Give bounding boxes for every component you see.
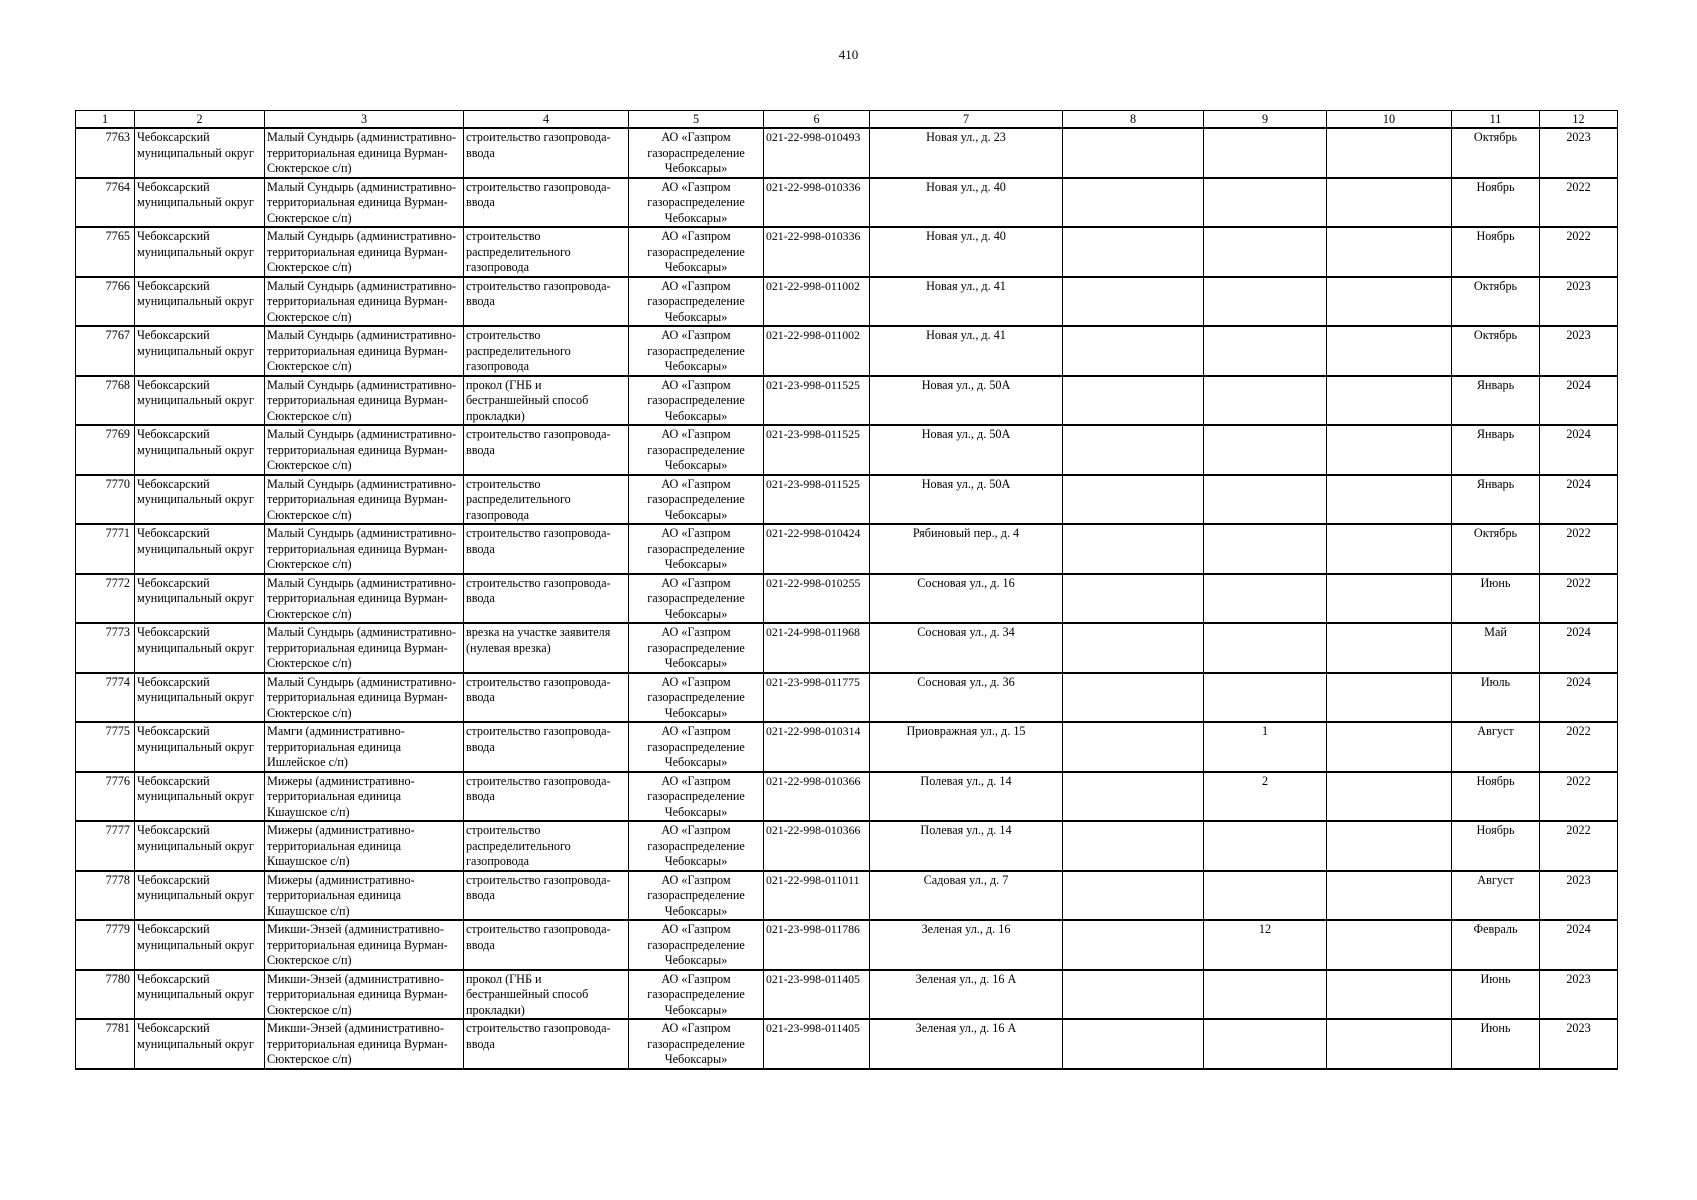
column-9-cell — [1204, 871, 1327, 921]
application-code-cell: 021-23-998-011405 — [764, 970, 870, 1020]
table-row — [76, 821, 1618, 871]
column-9-cell — [1204, 524, 1327, 574]
row-number-cell: 7763 — [76, 128, 135, 178]
column-9-cell — [1204, 623, 1327, 673]
year-cell: 2023 — [1540, 277, 1618, 327]
year-cell: 2024 — [1540, 475, 1618, 525]
row-number-cell: 7769 — [76, 425, 135, 475]
table-row — [76, 970, 1618, 1020]
row-number-cell: 7766 — [76, 277, 135, 327]
application-code-cell: 021-23-998-011775 — [764, 673, 870, 723]
column-header: 7 — [870, 111, 1063, 129]
column-9-cell — [1204, 425, 1327, 475]
column-10-cell — [1327, 623, 1452, 673]
application-code-cell: 021-23-998-011525 — [764, 425, 870, 475]
year-cell: 2024 — [1540, 376, 1618, 426]
column-8-cell — [1063, 623, 1204, 673]
column-header: 10 — [1327, 111, 1452, 129]
table-row — [76, 524, 1618, 574]
table-row — [76, 277, 1618, 327]
column-10-cell — [1327, 673, 1452, 723]
row-number-cell: 7777 — [76, 821, 135, 871]
table-row — [76, 128, 1618, 178]
month-cell: Ноябрь — [1452, 227, 1540, 277]
year-cell: 2024 — [1540, 673, 1618, 723]
district-cell: Чебоксарский муниципальный округ — [135, 227, 265, 277]
settlement-cell: Малый Сундырь (административно-территориальная единица Вурман-Сюктерское с/п) — [265, 326, 464, 376]
application-code-cell: 021-22-998-010424 — [764, 524, 870, 574]
work-type-cell: строительство газопровода-ввода — [464, 178, 629, 228]
work-type-cell: строительство распределительного газопровода — [464, 326, 629, 376]
organization-cell: АО «Газпром газораспределение Чебоксары» — [629, 970, 764, 1020]
month-cell: Июль — [1452, 673, 1540, 723]
work-type-cell: строительство газопровода-ввода — [464, 673, 629, 723]
column-9-cell — [1204, 376, 1327, 426]
address-cell: Полевая ул., д. 14 — [870, 772, 1063, 822]
settlement-cell: Малый Сундырь (административно-территориальная единица Вурман-Сюктерское с/п) — [265, 524, 464, 574]
table-row — [76, 376, 1618, 426]
row-number-cell: 7778 — [76, 871, 135, 921]
column-10-cell — [1327, 376, 1452, 426]
year-cell: 2022 — [1540, 227, 1618, 277]
month-cell: Август — [1452, 722, 1540, 772]
work-type-cell: строительство распределительного газопровода — [464, 227, 629, 277]
year-cell: 2022 — [1540, 524, 1618, 574]
settlement-cell: Микши-Энзей (административно-территориальная единица Вурман-Сюктерское с/п) — [265, 1019, 464, 1069]
table-row — [76, 425, 1618, 475]
organization-cell: АО «Газпром газораспределение Чебоксары» — [629, 920, 764, 970]
column-10-cell — [1327, 871, 1452, 921]
organization-cell: АО «Газпром газораспределение Чебоксары» — [629, 574, 764, 624]
column-10-cell — [1327, 326, 1452, 376]
column-header: 3 — [265, 111, 464, 129]
district-cell: Чебоксарский муниципальный округ — [135, 722, 265, 772]
work-type-cell: строительство газопровода-ввода — [464, 425, 629, 475]
row-number-cell: 7781 — [76, 1019, 135, 1069]
row-number-cell: 7771 — [76, 524, 135, 574]
district-cell: Чебоксарский муниципальный округ — [135, 524, 265, 574]
settlement-cell: Малый Сундырь (административно-территориальная единица Вурман-Сюктерское с/п) — [265, 673, 464, 723]
district-cell: Чебоксарский муниципальный округ — [135, 623, 265, 673]
column-8-cell — [1063, 920, 1204, 970]
month-cell: Октябрь — [1452, 524, 1540, 574]
settlement-cell: Мижеры (административно-территориальная единица Кшаушское с/п) — [265, 772, 464, 822]
application-code-cell: 021-22-998-010255 — [764, 574, 870, 624]
column-8-cell — [1063, 128, 1204, 178]
application-code-cell: 021-22-998-010336 — [764, 227, 870, 277]
month-cell: Январь — [1452, 425, 1540, 475]
address-cell: Садовая ул., д. 7 — [870, 871, 1063, 921]
settlement-cell: Малый Сундырь (административно-территориальная единица Вурман-Сюктерское с/п) — [265, 128, 464, 178]
column-9-cell — [1204, 227, 1327, 277]
district-cell: Чебоксарский муниципальный округ — [135, 128, 265, 178]
settlement-cell: Мамги (административно-территориальная единица Ишлейское с/п) — [265, 722, 464, 772]
column-9-cell — [1204, 178, 1327, 228]
column-header: 6 — [764, 111, 870, 129]
row-number-cell: 7780 — [76, 970, 135, 1020]
settlement-cell: Малый Сундырь (административно-территориальная единица Вурман-Сюктерское с/п) — [265, 425, 464, 475]
table-row — [76, 178, 1618, 228]
year-cell: 2023 — [1540, 970, 1618, 1020]
column-10-cell — [1327, 722, 1452, 772]
organization-cell: АО «Газпром газораспределение Чебоксары» — [629, 178, 764, 228]
row-number-cell: 7765 — [76, 227, 135, 277]
column-10-cell — [1327, 1019, 1452, 1069]
application-code-cell: 021-22-998-011002 — [764, 277, 870, 327]
column-9-cell: 12 — [1204, 920, 1327, 970]
application-code-cell: 021-22-998-010336 — [764, 178, 870, 228]
column-10-cell — [1327, 970, 1452, 1020]
row-number-cell: 7774 — [76, 673, 135, 723]
application-code-cell: 021-23-998-011525 — [764, 475, 870, 525]
year-cell: 2022 — [1540, 178, 1618, 228]
settlement-cell: Малый Сундырь (административно-территориальная единица Вурман-Сюктерское с/п) — [265, 574, 464, 624]
year-cell: 2022 — [1540, 772, 1618, 822]
district-cell: Чебоксарский муниципальный округ — [135, 673, 265, 723]
address-cell: Рябиновый пер., д. 4 — [870, 524, 1063, 574]
column-9-cell — [1204, 673, 1327, 723]
column-8-cell — [1063, 574, 1204, 624]
year-cell: 2024 — [1540, 623, 1618, 673]
district-cell: Чебоксарский муниципальный округ — [135, 772, 265, 822]
application-code-cell: 021-22-998-010366 — [764, 772, 870, 822]
column-10-cell — [1327, 425, 1452, 475]
address-cell: Зеленая ул., д. 16 А — [870, 970, 1063, 1020]
work-type-cell: строительство газопровода-ввода — [464, 574, 629, 624]
settlement-cell: Малый Сундырь (административно-территориальная единица Вурман-Сюктерское с/п) — [265, 178, 464, 228]
table-row — [76, 772, 1618, 822]
work-type-cell: строительство газопровода-ввода — [464, 1019, 629, 1069]
column-8-cell — [1063, 425, 1204, 475]
application-code-cell: 021-22-998-011002 — [764, 326, 870, 376]
column-8-cell — [1063, 178, 1204, 228]
column-10-cell — [1327, 574, 1452, 624]
organization-cell: АО «Газпром газораспределение Чебоксары» — [629, 227, 764, 277]
organization-cell: АО «Газпром газораспределение Чебоксары» — [629, 623, 764, 673]
month-cell: Октябрь — [1452, 277, 1540, 327]
address-cell: Сосновая ул., д. 16 — [870, 574, 1063, 624]
column-header: 8 — [1063, 111, 1204, 129]
column-header: 4 — [464, 111, 629, 129]
district-cell: Чебоксарский муниципальный округ — [135, 970, 265, 1020]
column-10-cell — [1327, 475, 1452, 525]
column-9-cell — [1204, 326, 1327, 376]
settlement-cell: Микши-Энзей (административно-территориальная единица Вурман-Сюктерское с/п) — [265, 920, 464, 970]
column-header: 9 — [1204, 111, 1327, 129]
address-cell: Зеленая ул., д. 16 А — [870, 1019, 1063, 1069]
address-cell: Полевая ул., д. 14 — [870, 821, 1063, 871]
month-cell: Август — [1452, 871, 1540, 921]
column-8-cell — [1063, 475, 1204, 525]
year-cell: 2024 — [1540, 920, 1618, 970]
address-cell: Новая ул., д. 50А — [870, 475, 1063, 525]
table-row — [76, 227, 1618, 277]
address-cell: Новая ул., д. 50А — [870, 376, 1063, 426]
settlement-cell: Мижеры (административно-территориальная единица Кшаушское с/п) — [265, 871, 464, 921]
column-9-cell: 2 — [1204, 772, 1327, 822]
table-row — [76, 574, 1618, 624]
table-row — [76, 871, 1618, 921]
month-cell: Январь — [1452, 376, 1540, 426]
year-cell: 2022 — [1540, 574, 1618, 624]
application-code-cell: 021-22-998-010493 — [764, 128, 870, 178]
column-number-header-row — [76, 111, 1618, 129]
column-header: 11 — [1452, 111, 1540, 129]
column-8-cell — [1063, 722, 1204, 772]
column-header: 5 — [629, 111, 764, 129]
table-row — [76, 326, 1618, 376]
organization-cell: АО «Газпром газораспределение Чебоксары» — [629, 326, 764, 376]
settlement-cell: Малый Сундырь (административно-территориальная единица Вурман-Сюктерское с/п) — [265, 623, 464, 673]
organization-cell: АО «Газпром газораспределение Чебоксары» — [629, 821, 764, 871]
organization-cell: АО «Газпром газораспределение Чебоксары» — [629, 425, 764, 475]
column-10-cell — [1327, 128, 1452, 178]
row-number-cell: 7776 — [76, 772, 135, 822]
page-number: 410 — [838, 47, 859, 62]
month-cell: Июнь — [1452, 1019, 1540, 1069]
column-9-cell — [1204, 821, 1327, 871]
organization-cell: АО «Газпром газораспределение Чебоксары» — [629, 871, 764, 921]
address-cell: Новая ул., д. 41 — [870, 277, 1063, 327]
month-cell: Февраль — [1452, 920, 1540, 970]
column-8-cell — [1063, 326, 1204, 376]
month-cell: Июнь — [1452, 574, 1540, 624]
column-header: 2 — [135, 111, 265, 129]
address-cell: Приовражная ул., д. 15 — [870, 722, 1063, 772]
settlement-cell: Малый Сундырь (административно-территориальная единица Вурман-Сюктерское с/п) — [265, 277, 464, 327]
column-8-cell — [1063, 524, 1204, 574]
settlement-cell: Малый Сундырь (административно-территориальная единица Вурман-Сюктерское с/п) — [265, 376, 464, 426]
district-cell: Чебоксарский муниципальный округ — [135, 871, 265, 921]
organization-cell: АО «Газпром газораспределение Чебоксары» — [629, 277, 764, 327]
work-type-cell: строительство газопровода-ввода — [464, 722, 629, 772]
work-type-cell: прокол (ГНБ и бестраншейный способ прокладки) — [464, 970, 629, 1020]
row-number-cell: 7772 — [76, 574, 135, 624]
column-9-cell — [1204, 128, 1327, 178]
month-cell: Ноябрь — [1452, 178, 1540, 228]
address-cell: Новая ул., д. 41 — [870, 326, 1063, 376]
district-cell: Чебоксарский муниципальный округ — [135, 277, 265, 327]
settlement-cell: Малый Сундырь (административно-территориальная единица Вурман-Сюктерское с/п) — [265, 475, 464, 525]
organization-cell: АО «Газпром газораспределение Чебоксары» — [629, 128, 764, 178]
column-10-cell — [1327, 772, 1452, 822]
column-8-cell — [1063, 772, 1204, 822]
address-cell: Новая ул., д. 23 — [870, 128, 1063, 178]
year-cell: 2022 — [1540, 821, 1618, 871]
month-cell: Октябрь — [1452, 326, 1540, 376]
application-code-cell: 021-23-998-011525 — [764, 376, 870, 426]
year-cell: 2023 — [1540, 128, 1618, 178]
column-10-cell — [1327, 524, 1452, 574]
column-8-cell — [1063, 673, 1204, 723]
district-cell: Чебоксарский муниципальный округ — [135, 326, 265, 376]
work-type-cell: строительство газопровода-ввода — [464, 920, 629, 970]
column-9-cell — [1204, 277, 1327, 327]
work-type-cell: строительство распределительного газопровода — [464, 821, 629, 871]
work-type-cell: строительство газопровода-ввода — [464, 871, 629, 921]
application-code-cell: 021-22-998-010366 — [764, 821, 870, 871]
column-10-cell — [1327, 227, 1452, 277]
table-row — [76, 623, 1618, 673]
row-number-cell: 7770 — [76, 475, 135, 525]
table-row — [76, 722, 1618, 772]
column-9-cell: 1 — [1204, 722, 1327, 772]
application-code-cell: 021-23-998-011405 — [764, 1019, 870, 1069]
column-10-cell — [1327, 178, 1452, 228]
table-row — [76, 475, 1618, 525]
column-8-cell — [1063, 821, 1204, 871]
organization-cell: АО «Газпром газораспределение Чебоксары» — [629, 524, 764, 574]
address-cell: Новая ул., д. 50А — [870, 425, 1063, 475]
column-9-cell — [1204, 970, 1327, 1020]
year-cell: 2023 — [1540, 871, 1618, 921]
address-cell: Сосновая ул., д. 36 — [870, 673, 1063, 723]
address-cell: Сосновая ул., д. 34 — [870, 623, 1063, 673]
column-8-cell — [1063, 970, 1204, 1020]
column-9-cell — [1204, 574, 1327, 624]
district-cell: Чебоксарский муниципальный округ — [135, 821, 265, 871]
table-row — [76, 1019, 1618, 1069]
table-row — [76, 673, 1618, 723]
organization-cell: АО «Газпром газораспределение Чебоксары» — [629, 475, 764, 525]
organization-cell: АО «Газпром газораспределение Чебоксары» — [629, 673, 764, 723]
settlement-cell: Малый Сундырь (административно-территориальная единица Вурман-Сюктерское с/п) — [265, 227, 464, 277]
row-number-cell: 7779 — [76, 920, 135, 970]
month-cell: Ноябрь — [1452, 821, 1540, 871]
organization-cell: АО «Газпром газораспределение Чебоксары» — [629, 772, 764, 822]
row-number-cell: 7767 — [76, 326, 135, 376]
column-header: 1 — [76, 111, 135, 129]
settlement-cell: Мижеры (административно-территориальная единица Кшаушское с/п) — [265, 821, 464, 871]
row-number-cell: 7768 — [76, 376, 135, 426]
district-cell: Чебоксарский муниципальный округ — [135, 1019, 265, 1069]
settlement-cell: Микши-Энзей (административно-территориальная единица Вурман-Сюктерское с/п) — [265, 970, 464, 1020]
district-cell: Чебоксарский муниципальный округ — [135, 178, 265, 228]
column-8-cell — [1063, 1019, 1204, 1069]
table-row — [76, 920, 1618, 970]
address-cell: Зеленая ул., д. 16 — [870, 920, 1063, 970]
year-cell: 2023 — [1540, 1019, 1618, 1069]
district-cell: Чебоксарский муниципальный округ — [135, 425, 265, 475]
gasification-register-table — [75, 110, 1618, 1070]
column-8-cell — [1063, 277, 1204, 327]
column-9-cell — [1204, 475, 1327, 525]
organization-cell: АО «Газпром газораспределение Чебоксары» — [629, 722, 764, 772]
month-cell: Январь — [1452, 475, 1540, 525]
work-type-cell: строительство газопровода-ввода — [464, 772, 629, 822]
application-code-cell: 021-22-998-010314 — [764, 722, 870, 772]
year-cell: 2023 — [1540, 326, 1618, 376]
month-cell: Июнь — [1452, 970, 1540, 1020]
district-cell: Чебоксарский муниципальный округ — [135, 574, 265, 624]
organization-cell: АО «Газпром газораспределение Чебоксары» — [629, 376, 764, 426]
register-body — [76, 128, 1618, 1069]
month-cell: Май — [1452, 623, 1540, 673]
column-8-cell — [1063, 871, 1204, 921]
address-cell: Новая ул., д. 40 — [870, 227, 1063, 277]
work-type-cell: прокол (ГНБ и бестраншейный способ прокладки) — [464, 376, 629, 426]
district-cell: Чебоксарский муниципальный округ — [135, 475, 265, 525]
column-10-cell — [1327, 920, 1452, 970]
district-cell: Чебоксарский муниципальный округ — [135, 920, 265, 970]
work-type-cell: врезка на участке заявителя (нулевая врезка) — [464, 623, 629, 673]
column-10-cell — [1327, 277, 1452, 327]
work-type-cell: строительство газопровода-ввода — [464, 277, 629, 327]
work-type-cell: строительство газопровода-ввода — [464, 524, 629, 574]
work-type-cell: строительство распределительного газопровода — [464, 475, 629, 525]
column-10-cell — [1327, 821, 1452, 871]
column-9-cell — [1204, 1019, 1327, 1069]
column-header: 12 — [1540, 111, 1618, 129]
month-cell: Ноябрь — [1452, 772, 1540, 822]
row-number-cell: 7764 — [76, 178, 135, 228]
column-8-cell — [1063, 227, 1204, 277]
application-code-cell: 021-22-998-011011 — [764, 871, 870, 921]
application-code-cell: 021-24-998-011968 — [764, 623, 870, 673]
district-cell: Чебоксарский муниципальный округ — [135, 376, 265, 426]
organization-cell: АО «Газпром газораспределение Чебоксары» — [629, 1019, 764, 1069]
address-cell: Новая ул., д. 40 — [870, 178, 1063, 228]
work-type-cell: строительство газопровода-ввода — [464, 128, 629, 178]
row-number-cell: 7773 — [76, 623, 135, 673]
row-number-cell: 7775 — [76, 722, 135, 772]
year-cell: 2022 — [1540, 722, 1618, 772]
application-code-cell: 021-23-998-011786 — [764, 920, 870, 970]
column-8-cell — [1063, 376, 1204, 426]
month-cell: Октябрь — [1452, 128, 1540, 178]
year-cell: 2024 — [1540, 425, 1618, 475]
